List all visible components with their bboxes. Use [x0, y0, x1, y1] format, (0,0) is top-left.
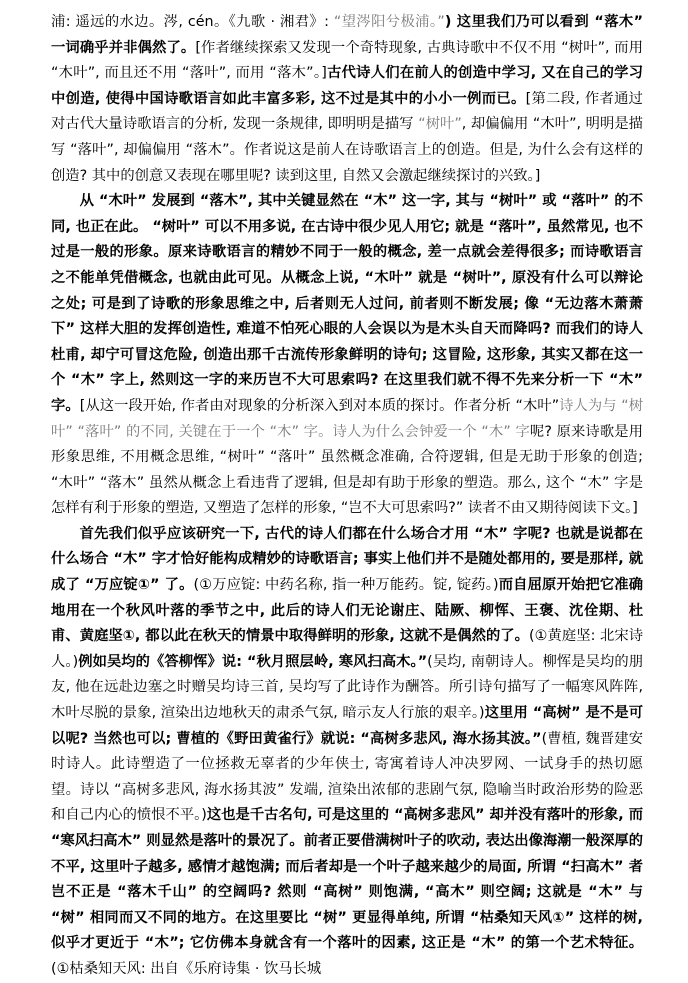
paragraph: [51, 522, 643, 983]
annotation-text: (吴均, 南朝诗人。柳恽是吴均的朋友, 他在远赴边塞之时赠吴均诗三首, 吴均写了此诗作为酬答。所引诗句描写了一幅寒风阵阵, 木叶尽脱的景象, 渲染出边地秋天的肃杀气氛, 暗示友人行旅的艰辛。): [51, 653, 643, 722]
annotation-text: (曹植, 魏晋建安时诗人。此诗塑造了一位拯救无辜者的少年侠士, 寄寓着诗人冲决罗网、一试身手的热切愿望。诗以 “高树多悲风, 海水扬其波” 发端, 渲染出浓郁的悲剧气氛, 隐喻当时政治形势的险恶和自己内心的愤恨不平。): [51, 730, 643, 824]
annotation-text: (①万应锭: 中药名称, 指一种万能药。锭, 锭药。): [193, 577, 499, 594]
annotation-text: (①黄庭坚: 北宋诗人。): [51, 628, 643, 670]
annotation-text: , 却偏偏用 “木叶”, 明明是描写 “落叶”, 却偏偏用 “落木”。作者说这是前人在诗歌语言上的创造。但是, 为什么会有这样的创造? 其中的创意又表现在哪里呢? 读到这里, 自然又会激起继续探讨的兴致。]: [51, 116, 643, 184]
document-page: [51, 10, 643, 983]
annotation-text: 浦: 遥远的水边。涔, cén。《九歌 · 湘君》:: [51, 14, 334, 30]
bold-text: ) 这里我们乃可以看到 “落木” 一词确乎并非偶然了。: [51, 14, 644, 56]
gray-quote-text: “树叶”: [418, 116, 462, 133]
bold-text: 例如吴均的《答柳恽》说: “秋月照层岭, 寒风扫高木。”: [78, 653, 428, 670]
paragraph: [51, 189, 643, 522]
annotation-text: [第二段, 作者通过对古代大量诗歌语言的分析, 发现一条规律, 即明明是描写: [51, 90, 643, 133]
gray-quote-text: “望涔阳兮极浦。”: [333, 14, 445, 30]
paragraph: [51, 10, 643, 189]
bold-text: 古代诗人们在前人的创造中学习, 又在自己的学习中创造, 使得中国诗歌语言如此丰富多彩, 这不过是其中的小小一例而已。: [51, 65, 643, 107]
annotation-text: (①枯桑知天风: 出自《乐府诗集 · 饮马长城: [51, 960, 322, 977]
gray-quote-text: 诗人为与 “树叶” “落叶” 的不同, 关键在于一个 “木” 字。诗人为什么会钟爱一个 “木” 字: [51, 397, 643, 440]
bold-text: 这里用 “高树” 是不是可以呢? 当然也可以; 曹植的《野田黄雀行》就说: “高树多悲风, 海水扬其波。”: [51, 705, 643, 747]
bold-text: 首先我们似乎应该研究一下, 古代的诗人们都在什么场合才用 “木” 字呢? 也就是说都在什么场合 “木” 字才恰好能构成精妙的诗歌语言; 事实上他们并不是随处都用的, 要是那样, 就成了 “万应锭①” 了。: [51, 525, 643, 594]
bold-text: 而自屈原开始把它准确地用在一个秋风叶落的季节之中, 此后的诗人们无论谢庄、陆厥、柳恽、王褒、沈佺期、杜甫、黄庭坚①, 都以此在秋天的情景中取得鲜明的形象, 这就不是偶然的了。: [51, 577, 643, 645]
annotation-text: 呢? 原来诗歌是用形象思维, 不用概念思维, “树叶” “落叶” 虽然概念准确, 合符逻辑, 但是无助于形象的创造; “木叶” “落木” 虽然从概念上看违背了逻辑, 但是却有助于形象的塑造。那么, 这个 “木” 字是怎样有利于形象的塑造, 又塑造了怎样的形象, “岂不大可思索吗?” 读者不由又期待阅读下文。]: [51, 423, 644, 517]
bold-text: 这也是千古名句, 可是这里的 “高树多悲风” 却并没有落叶的形象, 而 “寒风扫高木” 则显然是落叶的景况了。前者正要借满树叶子的吹动, 表达出像海潮一般深厚的不平, 这里叶子越多, 感情才越饱满; 而后者却是一个叶子越来越少的局面, 所谓 “扫高木” 者岂不正是 “落木千山” 的空阔吗? 然则 “高树” 则饱满, “高木” 则空阔; 这就是 “木” 与 “树” 相同而又不同的地方。在这里要比 “树” 更显得单纯, 所谓 “枯桑知天风①” 这样的树, 似乎才更近于 “木”; 它仿佛本身就含有一个落叶的因素, 这正是 “木” 的第一个艺术特征。: [51, 807, 644, 952]
annotation-text: [作者继续探索又发现一个奇特现象, 古典诗歌中不仅不用 “树叶”, 而用 “木叶”, 而且还不用 “落叶”, 而用 “落木”。]: [51, 39, 643, 82]
bold-text: 从 “木叶” 发展到 “落木”, 其中关键显然在 “木” 这一字, 其与 “树叶” 或 “落叶” 的不同, 也正在此。 “树叶” 可以不用多说, 在古诗中很少见人用它; 就是 “落叶”, 虽然常见, 也不过是一般的形象。原来诗歌语言的精妙不同于一般的概念, 差一点就会差得很多; 而诗歌语言之不能单凭借概念, 也就由此可见。从概念上说, “木叶” 就是 “树叶”, 原没有什么可以辩论之处; 可是到了诗歌的形象思维之中, 后者则无人过问, 前者则不断发展; 像 “无边落木萧萧下” 这样大胆的发挥创造性, 难道不怕死心眼的人会误以为是木头自天而降吗? 而我们的诗人杜甫, 却宁可冒这危险, 创造出那千古流传形象鲜明的诗句; 这冒险, 这形象, 其实又都在这一个 “木” 字上, 然则这一字的来历岂不大可思索吗? 在这里我们就不得不先来分析一下 “木” 字。: [51, 193, 643, 414]
annotation-text: [从这一段开始, 作者由对现象的分析深入到对本质的探讨。作者分析 “木叶”: [79, 397, 560, 414]
